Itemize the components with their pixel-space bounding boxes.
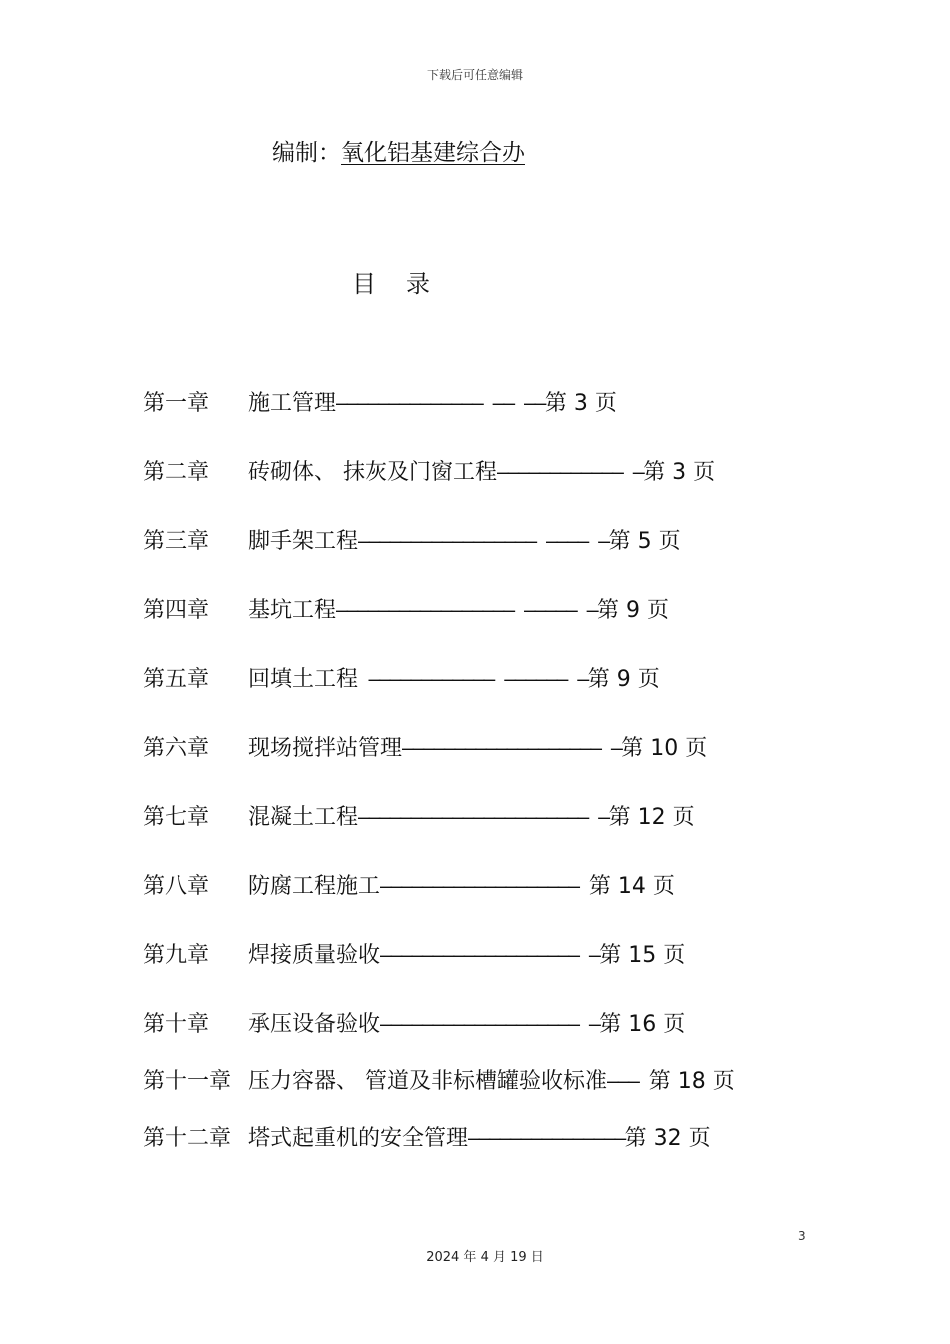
- toc-leader: ————————————————— ———— –: [358, 529, 609, 553]
- toc-chapter: 第九章: [143, 943, 210, 968]
- toc-entry[interactable]: [143, 869, 675, 900]
- toc-chapter: 第五章: [143, 667, 210, 692]
- toc-entry[interactable]: [143, 731, 707, 762]
- toc-leader: ———————————— —————— –: [358, 667, 588, 691]
- toc-title-text: 压力容器、 管道及非标槽罐验收标准: [248, 1069, 607, 1094]
- toc-title-text: 回填土工程: [248, 667, 359, 692]
- toc-page: 第 5 页: [608, 529, 681, 554]
- toc-chapter: 第二章: [143, 460, 210, 485]
- toc-page: 第 12 页: [608, 805, 695, 830]
- toc-page: 第 3 页: [544, 391, 617, 416]
- toc-title-text: 现场搅拌站管理: [248, 736, 403, 761]
- toc-entry[interactable]: [143, 593, 669, 624]
- toc-chapter: 第四章: [143, 598, 210, 623]
- toc-chapter: 第十一章: [143, 1069, 232, 1094]
- toc-entry[interactable]: [143, 1121, 711, 1152]
- toc-title-text: 承压设备验收: [248, 1012, 381, 1037]
- toc-leader: ———————————————————: [380, 874, 589, 898]
- toc-leader: ———————————— –: [497, 460, 644, 484]
- toc-entry[interactable]: [143, 386, 617, 417]
- toc-chapter: 第十二章: [143, 1126, 232, 1151]
- toc-chapter: 第三章: [143, 529, 210, 554]
- toc-page: 第 10 页: [621, 736, 708, 761]
- toc-entry[interactable]: [143, 1007, 685, 1038]
- toc-leader: ———————————————: [468, 1126, 625, 1150]
- toc-entry[interactable]: [143, 938, 685, 969]
- toc-title-text: 脚手架工程: [248, 529, 359, 554]
- toc-title-text: 防腐工程施工: [248, 874, 381, 899]
- toc-title-text: 基坑工程: [248, 598, 337, 623]
- toc-entry[interactable]: [143, 1064, 735, 1095]
- toc-leader: ——————————————————— –: [380, 1012, 600, 1036]
- toc-leader: ———: [607, 1069, 649, 1093]
- footer-date: 2024 年 4 月 19 日: [426, 1250, 544, 1265]
- toc-chapter: 第八章: [143, 874, 210, 899]
- toc-chapter: 第七章: [143, 805, 210, 830]
- toc-title-text: 塔式起重机的安全管理: [248, 1126, 469, 1151]
- toc-leader: ————————————————— ————— –: [336, 598, 598, 622]
- toc-leader: ——————————————————— –: [402, 736, 622, 760]
- toc-title-text: 砖砌体、 抹灰及门窗工程: [248, 460, 497, 485]
- toc-entry[interactable]: [143, 800, 695, 831]
- toc-chapter: 第十章: [143, 1012, 210, 1037]
- toc-leader: —————————————— —— ——: [336, 391, 545, 415]
- compiler-label: 编制：: [272, 140, 341, 166]
- toc-title-text: 施工管理: [248, 391, 337, 416]
- toc-entry[interactable]: [143, 662, 660, 693]
- toc-title: 目录: [352, 270, 460, 298]
- toc-chapter: 第六章: [143, 736, 210, 761]
- compiler-line: [272, 134, 533, 167]
- toc-chapter: 第一章: [143, 391, 210, 416]
- toc-page: 第 15 页: [599, 943, 686, 968]
- toc-entry[interactable]: [143, 524, 681, 555]
- page-number: 3: [798, 1229, 806, 1243]
- toc-page: 第 14 页: [588, 874, 675, 899]
- toc-leader: —————————————————————— –: [358, 805, 609, 829]
- toc-title-text: 混凝土工程: [248, 805, 359, 830]
- toc-title-text: 焊接质量验收: [248, 943, 381, 968]
- toc-leader: ——————————————————— –: [380, 943, 600, 967]
- toc-page: 第 16 页: [599, 1012, 686, 1037]
- header-note: 下载后可任意编辑: [426, 68, 523, 82]
- toc-page: 第 9 页: [587, 667, 660, 692]
- toc-entry[interactable]: [143, 455, 715, 486]
- toc-page: 第 32 页: [624, 1126, 711, 1151]
- toc-page: 第 18 页: [648, 1069, 735, 1094]
- compiler-value: 氧化铝基建综合办: [341, 140, 525, 166]
- toc-page: 第 9 页: [597, 598, 670, 623]
- toc-page: 第 3 页: [643, 460, 716, 485]
